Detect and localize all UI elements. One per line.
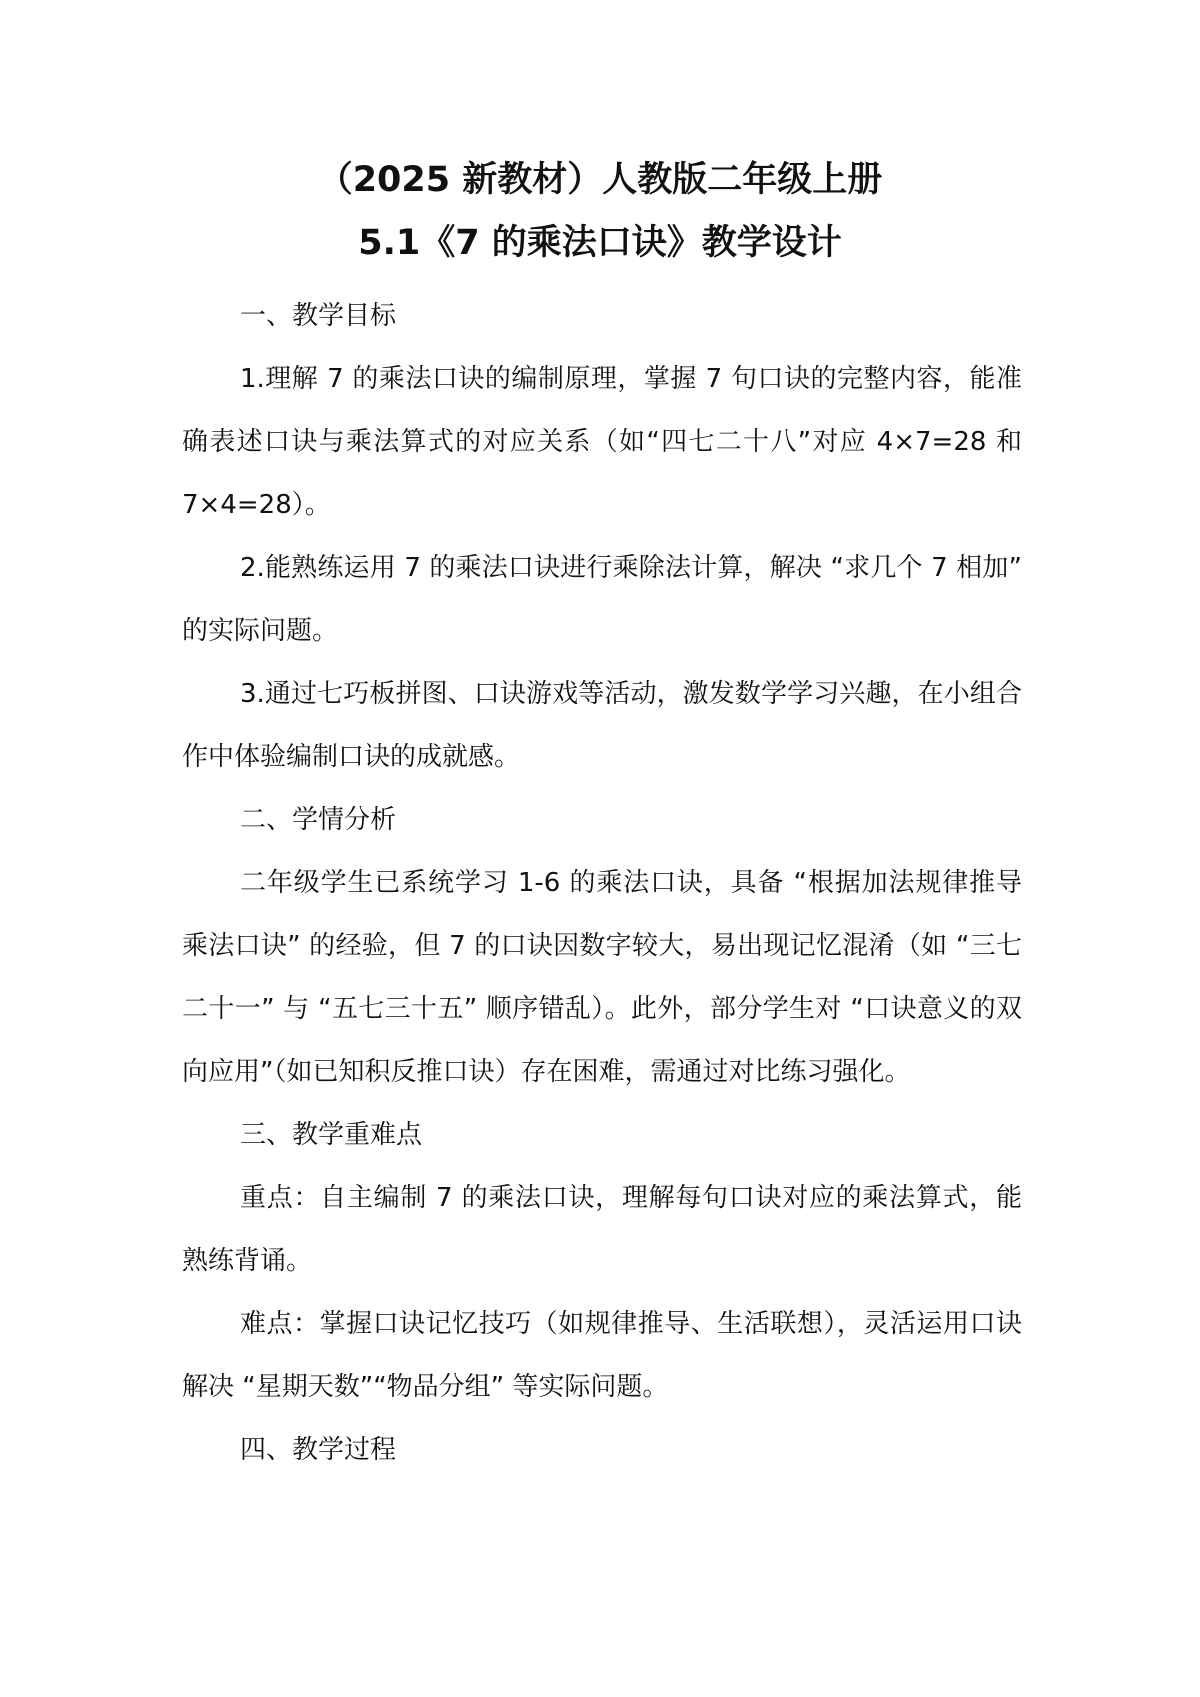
document-title-line-1: （2025 新教材）人教版二年级上册 xyxy=(317,160,883,200)
section-heading-analysis: 二、学情分析 xyxy=(240,805,397,835)
section-heading-keypoints: 三、教学重难点 xyxy=(240,1120,423,1150)
key-point-paragraph: 重点：自主编制 7 的乘法口诀，理解每句口诀对应的乘法算式，能熟练背诵。 xyxy=(182,1183,1022,1276)
goal-item-1: 1.理解 7 的乘法口诀的编制原理，掌握 7 句口诀的完整内容，能准确表述口诀与乘法算式的对应关系（如“四七二十八”对应 4×7=28 和 7×4=28）。 xyxy=(182,364,1022,520)
section-heading-goals: 一、教学目标 xyxy=(240,301,397,331)
goal-item-2: 2.能熟练运用 7 的乘法口诀进行乘除法计算，解决 “求几个 7 相加” 的实际问题。 xyxy=(182,553,1022,646)
goal-item-3: 3.通过七巧板拼图、口诀游戏等活动，激发数学学习兴趣，在小组合作中体验编制口诀的成就感。 xyxy=(182,679,1022,772)
document-title-line-2: 5.1《7 的乘法口诀》教学设计 xyxy=(358,223,842,263)
analysis-paragraph: 二年级学生已系统学习 1-6 的乘法口诀，具备 “根据加法规律推导乘法口诀” 的经验，但 7 的口诀因数字较大，易出现记忆混淆（如 “三七二十一” 与 “五七三十五” 顺序错乱）。此外，部分学生对 “口诀意义的双向应用”（如已知积反推口诀）存在困难，需通过对比练习强化。 xyxy=(182,868,1022,1087)
section-heading-process: 四、教学过程 xyxy=(240,1435,397,1465)
difficult-point-paragraph: 难点：掌握口诀记忆技巧（如规律推导、生活联想），灵活运用口诀解决 “星期天数”“物品分组” 等实际问题。 xyxy=(182,1309,1022,1402)
document-body xyxy=(182,285,1022,1482)
